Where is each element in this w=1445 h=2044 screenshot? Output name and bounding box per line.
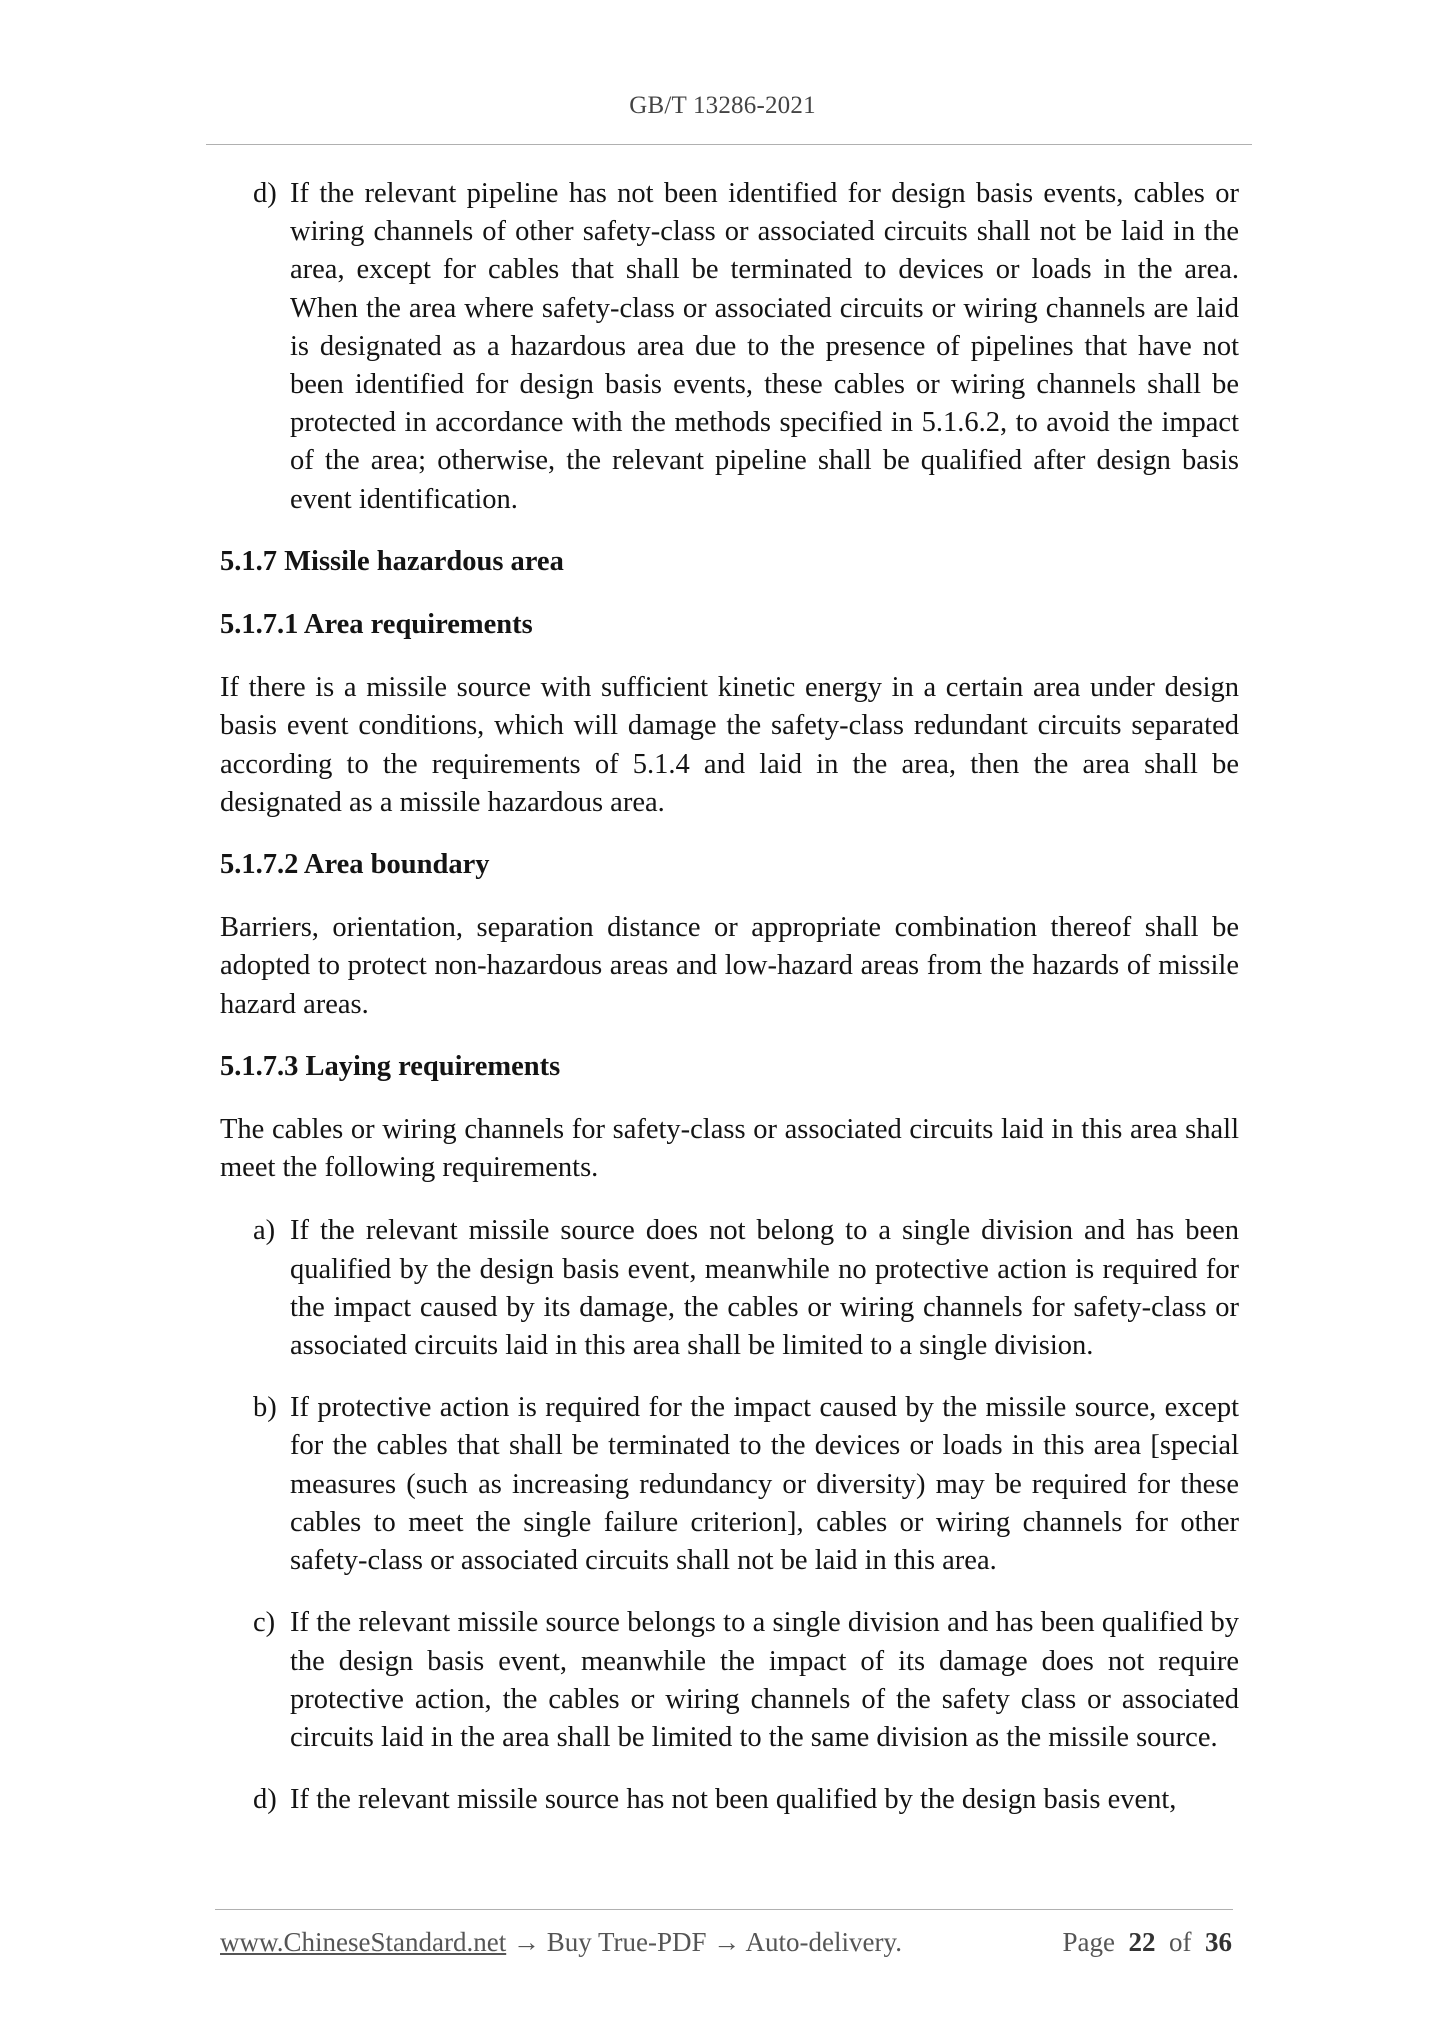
document-code-header: GB/T 13286-2021 <box>629 92 816 119</box>
list-item-text: If the relevant missile source has not been qualified by the design basis event, <box>290 1784 1177 1816</box>
list-item-text: If the relevant missile source belongs to a single division and has been qualified by the design basis event, meanwhile the impact of its damage does not require protective action, the cables or wiring channels of the safety class or associated circuits laid in the area shall be limited to the same division as the missile source. <box>290 1607 1239 1753</box>
of-label: of <box>1169 1927 1192 1957</box>
section-heading-5-1-7: 5.1.7 Missile hazardous area <box>220 545 564 577</box>
list-item-text: If the relevant pipeline has not been identified for design basis events, cables or wiring channels of other safety-class or associated circuits shall not be laid in the area, except for cables that shall be terminated to devices or loads in the area. When the area where safety-class or associated circuits or wiring channels are laid is designated as a hazardous area due to the presence of pipelines that have not been identified for design basis events, these cables or wiring channels shall be protected in accordance with the methods specified in 5.1.6.2, to avoid the impact of the area; otherwise, the relevant pipeline shall be qualified after design basis event identification. <box>290 178 1239 515</box>
list-item-text: If the relevant missile source does not belong to a single division and has been qualified by the design basis event, meanwhile no protective action is required for the impact caused by its damage, the cables or wiring channels for safety-class or associated circuits laid in this area shall be limited to a single division. <box>290 1215 1239 1362</box>
section-heading-5-1-7-3: 5.1.7.3 Laying requirements <box>220 1050 561 1082</box>
total-pages-number: 36 <box>1205 1927 1232 1957</box>
footer-promo <box>220 1927 902 1957</box>
list-marker: a) <box>253 1215 276 1247</box>
list-item-d-missile <box>220 1781 1239 1819</box>
paragraph-area-boundary: Barriers, orientation, separation distance or appropriate combination thereof shall be adopted to protect non-hazardous areas and low-hazard areas from the hazards of missile hazard areas. <box>220 912 1239 1020</box>
current-page-number: 22 <box>1128 1927 1156 1957</box>
paragraph-area-requirements: If there is a missile source with sufficient kinetic energy in a certain area under design basis event conditions, which will damage the safety-class redundant circuits separated according to the requirements of 5.1.4 and laid in the area, then the area shall be designated as a missile hazardous area. <box>220 672 1239 818</box>
arrow-right-icon: → <box>713 1927 741 1957</box>
list-marker: c) <box>253 1607 276 1639</box>
page-indicator <box>1063 1922 1232 1962</box>
paragraph-laying-requirements: The cables or wiring channels for safety-class or associated circuits laid in this area shall meet the following requirements. <box>220 1114 1239 1184</box>
list-item-text: If protective action is required for the impact caused by the missile source, except for the cables that shall be terminated to the devices or loads in this area [special measures (such as increasing redundancy or diversity) may be required for these cables to meet the single failure criterion], cables or wiring channels for other safety-class or associated circuits shall not be laid in this area. <box>290 1392 1239 1577</box>
document-body <box>220 175 1239 1819</box>
list-item-d-pipeline <box>220 175 1239 519</box>
list-marker: b) <box>253 1392 277 1424</box>
list-marker: d) <box>253 1784 277 1816</box>
buy-true-pdf-text: Buy True-PDF <box>546 1927 707 1957</box>
section-heading-5-1-7-2: 5.1.7.2 Area boundary <box>220 849 490 881</box>
list-item-a <box>220 1212 1239 1365</box>
list-item-c <box>220 1604 1239 1757</box>
arrow-right-icon: → <box>512 1927 540 1957</box>
footer-divider <box>215 1909 1233 1910</box>
chinesestandard-link[interactable]: www.ChineseStandard.net <box>220 1927 507 1957</box>
page-label: Page <box>1062 1927 1115 1957</box>
header-divider <box>206 144 1252 145</box>
section-heading-5-1-7-1: 5.1.7.1 Area requirements <box>220 609 533 641</box>
page-footer <box>220 1922 1232 1962</box>
auto-delivery-text: Auto-delivery. <box>745 1927 902 1957</box>
list-marker: d) <box>253 178 277 209</box>
list-item-b <box>220 1389 1239 1580</box>
